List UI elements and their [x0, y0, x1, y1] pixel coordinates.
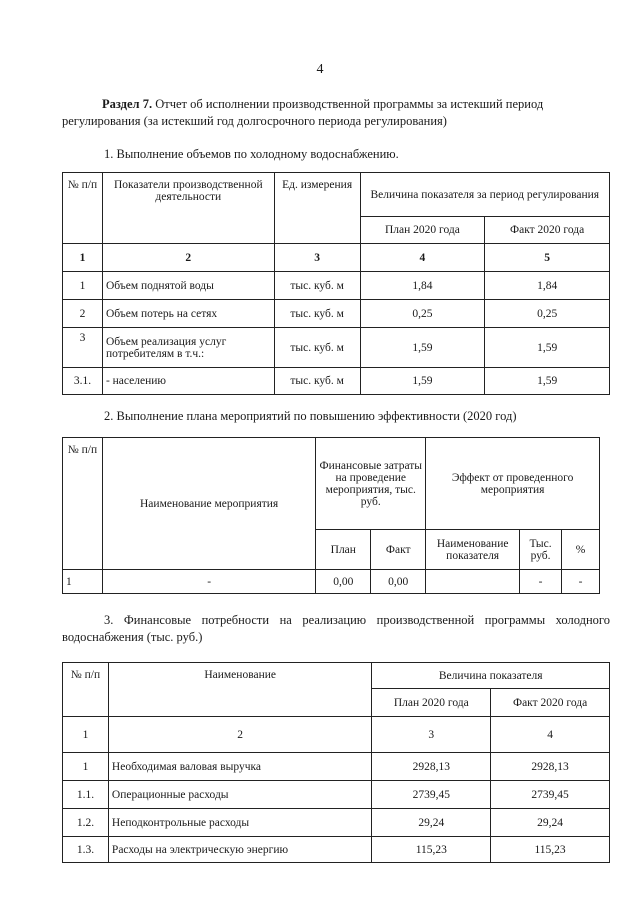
t2-header-indicator: Наименование показателя	[426, 530, 520, 570]
table-efficiency-measures	[62, 437, 600, 594]
t3-header-num: № п/п	[63, 663, 109, 717]
t3-cell-fact: 2928,13	[491, 753, 610, 781]
t1-cell-name: Объем реализация услуг потребителям в т.ч.:	[102, 328, 274, 368]
t2-cell-indicator	[426, 570, 520, 594]
t1-cell-num: 3.1.	[63, 368, 103, 395]
t2-header-thous: Тыс. руб.	[520, 530, 562, 570]
t1-cell-plan: 1,59	[360, 328, 485, 368]
t3-cell-name: Необходимая валовая выручка	[108, 753, 372, 781]
t3-cell-name: Расходы на электрическую энергию	[108, 837, 372, 863]
t1-cell-plan: 1,59	[360, 368, 485, 395]
t3-colnum: 3	[372, 717, 491, 753]
t3-header-value: Величина показателя	[372, 663, 610, 689]
table-row	[63, 837, 610, 863]
t3-cell-plan: 2928,13	[372, 753, 491, 781]
t2-cell-name: -	[102, 570, 315, 594]
table-water-volumes	[62, 172, 610, 395]
t2-header-effect: Эффект от проведенного мероприятия	[426, 438, 600, 530]
t1-cell-unit: тыс. куб. м	[274, 328, 360, 368]
t2-header-plan: План	[316, 530, 371, 570]
t2-header-fact: Факт	[371, 530, 426, 570]
t2-header-pct: %	[562, 530, 600, 570]
t1-cell-name: - населению	[102, 368, 274, 395]
t3-cell-plan: 2739,45	[372, 781, 491, 809]
t2-cell-pct: -	[562, 570, 600, 594]
t1-cell-plan: 0,25	[360, 300, 485, 328]
section-heading-bold: Раздел 7.	[102, 97, 153, 111]
t2-cell-thous: -	[520, 570, 562, 594]
t1-cell-num: 1	[63, 272, 103, 300]
t3-cell-name: Операционные расходы	[108, 781, 372, 809]
t3-cell-num: 1.2.	[63, 809, 109, 837]
section-heading-text: Отчет об исполнении производственной программы за истекший период регулирования (за истекший год долгосрочного периода регулирования)	[62, 97, 544, 128]
t1-colnum: 2	[102, 244, 274, 272]
t3-cell-num: 1.1.	[63, 781, 109, 809]
t1-cell-unit: тыс. куб. м	[274, 272, 360, 300]
t1-cell-plan: 1,84	[360, 272, 485, 300]
table-row	[63, 809, 610, 837]
table3-caption: 3. Финансовые потребности на реализацию производственной программы холодного водоснабжения (тыс. руб.)	[62, 613, 610, 644]
t1-colnum: 1	[63, 244, 103, 272]
table-row	[63, 753, 610, 781]
t1-cell-name: Объем поднятой воды	[102, 272, 274, 300]
table-row	[63, 272, 610, 300]
t1-cell-fact: 1,84	[485, 272, 610, 300]
table-row	[63, 781, 610, 809]
t1-cell-fact: 1,59	[485, 368, 610, 395]
table2-caption: 2. Выполнение плана мероприятий по повышению эффективности (2020 год)	[104, 409, 517, 423]
table-row	[63, 328, 610, 368]
table-row	[63, 300, 610, 328]
t2-cell-num: 1	[63, 570, 103, 594]
t3-cell-num: 1.3.	[63, 837, 109, 863]
t1-colnum: 3	[274, 244, 360, 272]
t3-header-fact: Факт 2020 года	[491, 689, 610, 717]
t3-colnum: 4	[491, 717, 610, 753]
t1-colnum: 5	[485, 244, 610, 272]
t3-header-plan: План 2020 года	[372, 689, 491, 717]
t1-cell-num: 2	[63, 300, 103, 328]
t1-header-num: № п/п	[63, 173, 103, 244]
t1-header-unit: Ед. измерения	[274, 173, 360, 244]
t1-cell-fact: 1,59	[485, 328, 610, 368]
page-number: 4	[316, 62, 324, 77]
t1-cell-unit: тыс. куб. м	[274, 300, 360, 328]
table-row	[63, 368, 610, 395]
t2-header-num: № п/п	[63, 438, 103, 570]
t3-cell-plan: 115,23	[372, 837, 491, 863]
t1-colnum: 4	[360, 244, 485, 272]
table1-caption: 1. Выполнение объемов по холодному водоснабжению.	[104, 147, 399, 161]
t3-cell-plan: 29,24	[372, 809, 491, 837]
t2-cell-fact: 0,00	[371, 570, 426, 594]
t2-header-name: Наименование мероприятия	[102, 438, 315, 570]
t1-header-indicator: Показатели производственной деятельности	[102, 173, 274, 244]
t3-cell-fact: 2739,45	[491, 781, 610, 809]
t1-header-value: Величина показателя за период регулирования	[360, 173, 609, 217]
t3-header-name: Наименование	[108, 663, 372, 717]
t1-header-plan: План 2020 года	[360, 217, 485, 244]
t1-header-fact: Факт 2020 года	[485, 217, 610, 244]
t1-cell-num: 3	[63, 328, 103, 368]
t3-cell-fact: 29,24	[491, 809, 610, 837]
t2-cell-plan: 0,00	[316, 570, 371, 594]
t3-colnum: 2	[108, 717, 372, 753]
t1-cell-name: Объем потерь на сетях	[102, 300, 274, 328]
table-financial-needs	[62, 662, 610, 863]
t3-cell-fact: 115,23	[491, 837, 610, 863]
t3-cell-num: 1	[63, 753, 109, 781]
t2-header-costs: Финансовые затраты на проведение мероприятия, тыс. руб.	[316, 438, 426, 530]
t3-cell-name: Неподконтрольные расходы	[108, 809, 372, 837]
t1-cell-fact: 0,25	[485, 300, 610, 328]
t1-cell-unit: тыс. куб. м	[274, 368, 360, 395]
section-heading	[62, 96, 582, 130]
t3-colnum: 1	[63, 717, 109, 753]
table-row	[63, 570, 600, 594]
